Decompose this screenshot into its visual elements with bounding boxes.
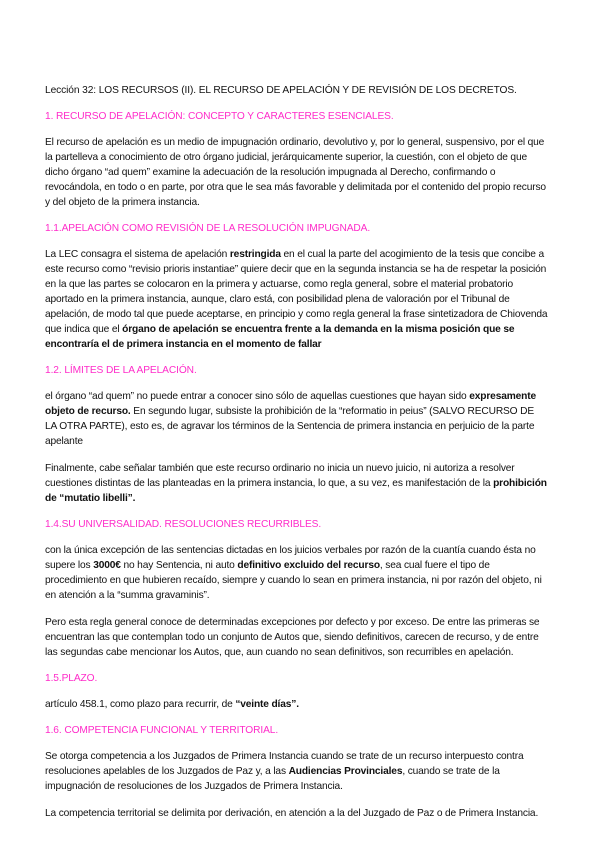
text-run: El recurso de apelación es un medio de impugnación ordinario, devolutivo y, por lo general, suspensivo, por el que la partelleva a conocimiento de otro órgano judicial, jerárquicamente superior, la cuestión, con el objeto de que dicho órgano “ad quem” examine la adecuación de la resolución impugnada al Derecho, confirmando o revocándola, en todo o en parte, por otra que le sea más favorable y delimitada por el contenido del propio recurso y del objeto de la primera instancia. xyxy=(45,137,546,208)
section-heading: 1.5.PLAZO. xyxy=(45,673,98,684)
text-run: el órgano “ad quem” no puede entrar a conocer sino sólo de aquellas cuestiones que hayan sido xyxy=(45,391,470,402)
text-run: , cuando se trate de la impugnación de resoluciones de los Juzgados de Primera Instancia. xyxy=(45,766,500,792)
text-run: La competencia territorial se delimita por derivación, en atención a la del Juzgado de Paz o de Primera Instancia. xyxy=(45,808,539,819)
paragraph xyxy=(45,697,548,712)
document-title: Lección 32: LOS RECURSOS (II). EL RECURSO DE APELACIÓN Y DE REVISIÓN DE LOS DECRETOS. xyxy=(45,85,517,96)
text-run: con la única excepción de las sentencias dictadas en los juicios verbales por razón de la cuantía cuando ésta no supere los xyxy=(45,545,536,571)
text-run: , sea cual fuere el tipo de procedimiento en que hubieren recaído, siempre y cuando lo sean en primera instancia, ni por razón del objeto, ni en atención a la “summa gravaminis”. xyxy=(45,560,542,601)
text-run: En segundo lugar, subsiste la prohibición de la “reformatio in peius” (SALVO RECURSO DE LA OTRA PARTE), esto es, de agravar los términos de la Sentencia de primera instancia en perjuicio de la parte apelante xyxy=(45,406,535,447)
bold-text: prohibición de “mutatio libelli”. xyxy=(45,478,547,504)
bold-text: 3000€ xyxy=(93,560,121,571)
paragraph xyxy=(45,806,548,821)
bold-text: expresamente objeto de recurso. xyxy=(45,391,536,417)
paragraph xyxy=(45,461,548,506)
bold-text: definitivo excluido del recurso xyxy=(237,560,380,571)
paragraph xyxy=(45,615,548,660)
text-run: en el cual la parte del acogimiento de la tesis que concibe a este recurso como “revisio prioris instantiae” quiere decir que en la segunda instancia se ha de respetar la posición en la que las partes se colocaron en la primera y actuarse, como regla general, sobre el material probatorio aportado en la primera instancia, aunque, claro está, con posibilidad plena de valoración por el Tribunal de apelación, de modo tal que puede aceptarse, en principio y como regla general la frase sintetizadora de Chiovenda que indica que el xyxy=(45,249,548,335)
paragraph xyxy=(45,543,548,603)
section-heading: 1.2. LÍMITES DE LA APELACIÓN. xyxy=(45,365,197,376)
bold-text: órgano de apelación se encuentra frente a la demanda en la misma posición que se encontraría el de primera instancia en el momento de fallar xyxy=(45,324,515,350)
bold-text: Audiencias Provinciales xyxy=(288,766,403,777)
section-heading: 1.4.SU UNIVERSALIDAD. RESOLUCIONES RECURRIBLES. xyxy=(45,519,322,530)
section-heading: 1.1.APELACIÓN COMO REVISIÓN DE LA RESOLUCIÓN IMPUGNADA. xyxy=(45,223,371,234)
paragraph xyxy=(45,135,548,210)
document-body xyxy=(45,110,548,821)
bold-text: “veinte días”. xyxy=(235,699,299,710)
text-run: artículo 458.1, como plazo para recurrir, de xyxy=(45,699,236,710)
section-heading: 1. RECURSO DE APELACIÓN: CONCEPTO Y CARACTERES ESENCIALES. xyxy=(45,111,394,122)
bold-text: restringida xyxy=(229,249,281,260)
paragraph xyxy=(45,389,548,449)
paragraph xyxy=(45,749,548,794)
text-run: Pero esta regla general conoce de determinadas excepciones por defecto y por exceso. De entre las primeras se encuentran las que contemplan todo un conjunto de Autos que, siendo definitivos, carecen de recurso, y de entre las segundas cabe mencionar los Autos, que, aun cuando no sean definitivos, son recurribles en apelación. xyxy=(45,617,540,658)
text-run: La LEC consagra el sistema de apelación xyxy=(45,249,230,260)
text-run: Se otorga competencia a los Juzgados de Primera Instancia cuando se trate de un recurso interpuesto contra resoluciones apelables de los Juzgados de Paz y, a las xyxy=(45,751,524,777)
text-run: no hay Sentencia, ni auto xyxy=(120,560,238,571)
paragraph xyxy=(45,247,548,352)
section-heading: 1.6. COMPETENCIA FUNCIONAL Y TERRITORIAL. xyxy=(45,725,279,736)
text-run: Finalmente, cabe señalar también que este recurso ordinario no inicia un nuevo juicio, ni autoriza a resolver cuestiones distintas de las planteadas en la primera instancia, lo que, a su vez, es manifestación de la xyxy=(45,463,515,489)
